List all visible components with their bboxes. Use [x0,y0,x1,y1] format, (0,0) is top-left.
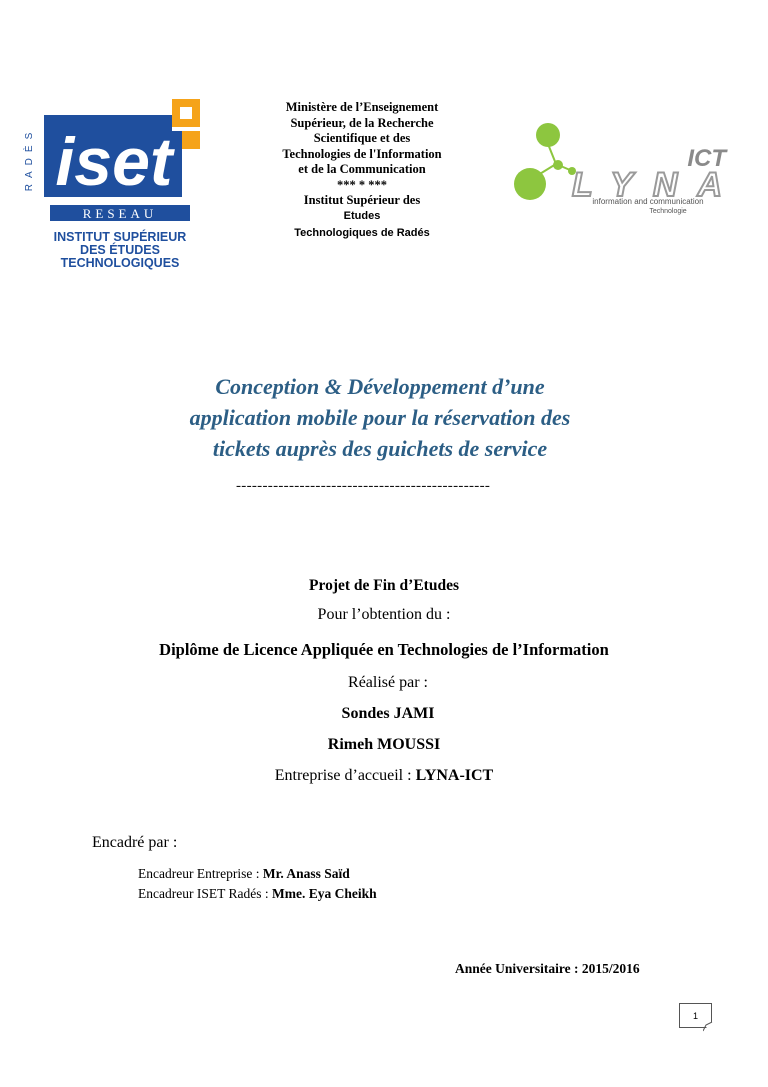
lyna-tagline-1: information and communication [592,197,704,206]
iset-line-1: INSTITUT SUPÉRIEUR [53,230,187,244]
iset-line-2: DES ÉTUDES [80,243,160,257]
institute-line-2: Technologiques de Radés [294,227,430,239]
project-diploma: Diplôme de Licence Appliquée en Technologies de l’Information [159,640,609,659]
lyna-ict-text: ICT [687,145,726,172]
iset-big-text: iset [55,124,173,200]
divider-dashes: ------------------------------------------------ [236,478,491,494]
entreprise-name: LYNA-ICT [415,767,494,784]
author-1: Sondes JAMI [341,705,435,722]
title-line-1: Conception & Développement d’une [215,374,545,399]
ministry-stars: *** * *** [337,177,387,192]
academic-year: Année Universitaire : 2015/2016 [455,961,640,976]
iset-side-text: RADÈS [24,126,35,192]
ministry-line-6: Institut Supérieur des [303,193,421,207]
iset-band-text: RESEAU [82,206,158,221]
supervisor-entreprise-name: Mr. Anass Saïd [262,866,350,881]
supervisor-iset-label: Encadreur ISET Radés : [138,886,272,901]
supervision-title: Encadré par : [92,834,178,851]
iset-line-3: TECHNOLOGIQUES [60,256,180,270]
ministry-header [262,100,462,242]
page-number: 1 [679,1003,712,1028]
supervisor-iset [138,886,377,902]
thesis-title [120,371,640,464]
page-corner-fold [703,1019,713,1029]
project-realise: Réalisé par : [348,674,428,691]
ministry-line-5: et de la Communication [298,162,426,176]
project-obtention: Pour l’obtention du : [317,606,451,623]
iset-logo [22,97,204,272]
lyna-text: LYNA [572,166,722,204]
ministry-line-2: Supérieur, de la Recherche [290,115,434,130]
institute-line-1: Etudes [343,209,381,222]
ministry-line-3: Scientifique et des [313,131,411,145]
supervisor-iset-name: Mme. Eya Cheikh [271,886,377,901]
title-line-3: tickets auprès des guichets de service [212,436,548,461]
supervisor-entreprise [138,866,350,882]
entreprise-line [0,767,768,785]
project-type: Projet de Fin d’Etudes [309,577,459,594]
lyna-ict-logo [508,118,738,218]
author-2: Rimeh MOUSSI [327,736,441,753]
lyna-tagline-2: Technologie [649,208,687,215]
supervisor-entreprise-label: Encadreur Entreprise : [138,866,263,881]
ministry-line-4: Technologies de l'Information [282,146,442,161]
title-line-2: application mobile pour la réservation des [189,405,571,430]
ministry-line-1: Ministère de l’Enseignement [285,100,439,114]
entreprise-label: Entreprise d’accueil : [274,767,416,784]
